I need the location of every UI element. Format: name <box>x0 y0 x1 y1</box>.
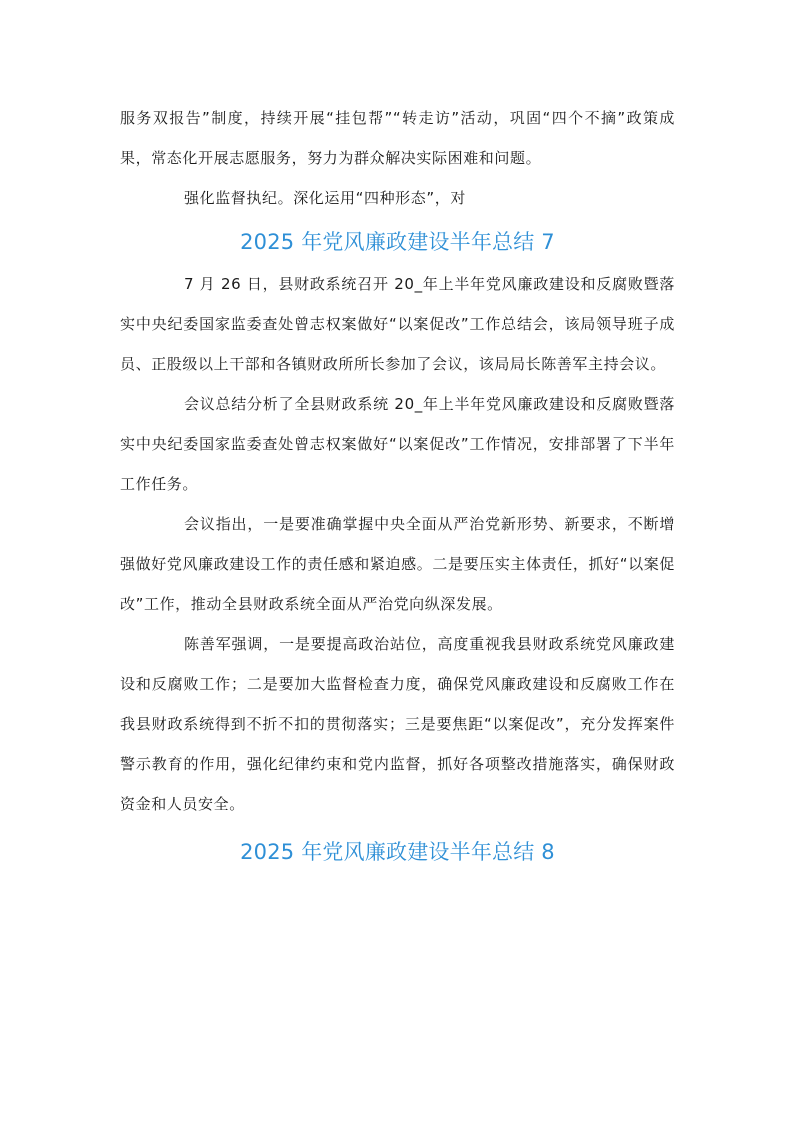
paragraph-director-emphasis: 陈善军强调，一是要提高政治站位，高度重视我县财政系统党风廉政建设和反腐败工作；二是要加大监督检查力度，确保党风廉政建设和反腐败工作在我县财政系统得到不折不扣的贯彻落实；三是要焦距“以案促改”，充分发挥案件警示教育的作用，强化纪律约束和党内监督，抓好各项整改措施落实，确保财政资金和人员安全。 <box>120 635 675 813</box>
document-body <box>120 98 675 874</box>
paragraph-meeting-intro: 7 月 26 日，县财政系统召开 20_年上半年党风廉政建设和反腐败暨落实中央纪委国家监委查处曾志权案做好“以案促改”工作总结会，该局领导班子成员、正股级以上干部和各镇财政所所长参加了会议，该局局长陈善军主持会议。 <box>120 275 675 373</box>
section-heading-8: 2025 年党风廉政建设半年总结 8 <box>240 840 555 864</box>
paragraph-supervision: 强化监督执纪。深化运用“四种形态”，对 <box>184 189 466 207</box>
paragraph-meeting-points: 会议指出，一是要准确掌握中央全面从严治党新形势、新要求，不断增强做好党风廉政建设工作的责任感和紧迫感。二是要压实主体责任，抓好“以案促改”工作，推动全县财政系统全面从严治党向纵深发展。 <box>120 515 675 613</box>
section-heading-7: 2025 年党风廉政建设半年总结 7 <box>240 230 555 254</box>
paragraph-meeting-summary: 会议总结分析了全县财政系统 20_年上半年党风廉政建设和反腐败暨落实中央纪委国家监委查处曾志权案做好“以案促改”工作情况，安排部署了下半年工作任务。 <box>120 395 675 493</box>
paragraph-continuation: 服务双报告”制度，持续开展“挂包帮”“转走访”活动，巩固“四个不摘”政策成果，常态化开展志愿服务，努力为群众解决实际困难和问题。 <box>120 109 675 167</box>
